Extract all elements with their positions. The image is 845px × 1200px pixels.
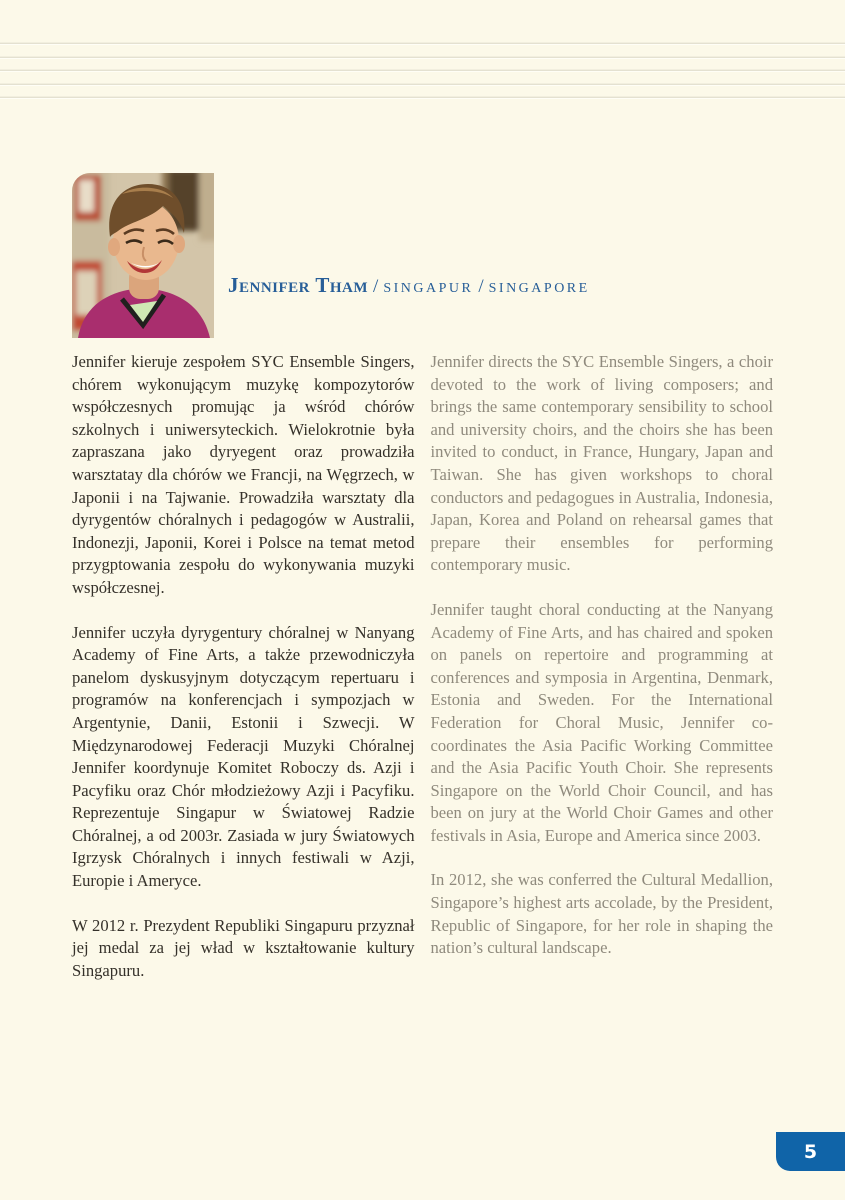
staff-line <box>0 70 845 71</box>
bio-paragraph-en-2: Jennifer taught choral conducting at the Nanyang Academy of Fine Arts, and has chaired and spoken on panels on repertoire and programming at conferences and symposia in Argentina, Denmark, Estonia and Sweden. For the International Federation for Choral Music, Jennifer co-coordinates the Asia Pacific Working Committee and the Asia Pacific Youth Choir. She represents Singapore on the World Choir Council, and has been on jury at the World Choir Games and other festivals in Asia, Europe and America since 2003. <box>430 599 773 845</box>
bio-paragraph-en-3: In 2012, she was conferred the Cultural Medallion, Singapore’s highest arts accolade, by the President, Republic of Singapore, for her role in shaping the nation’s cultural landscape. <box>430 870 773 958</box>
staff-line <box>0 57 845 58</box>
staff-line <box>0 43 845 44</box>
bio-column-polish <box>72 351 415 1004</box>
bio-paragraph-pl-1: Jennifer kieruje zespołem SYC Ensemble Singers, chórem wykonującym muzykę kompozytorów współczesnych promując ja wśród chórów szkolnych i uniwersyteckich. Wielokrotnie była zapraszana jako dyryegent oraz prowadziła warsztatay dla chórów we Francji, na Węgrzech, w Japonii i na Tajwanie. Prowadziła warsztaty dla dyrygentów chóralnych i pedagogów w Australii, Indonezji, Japonii, Korei i Polsce na temat metod przygptowania zespołu do wykonywania muzyki współczesnej. <box>72 352 415 597</box>
staff-line <box>0 97 845 98</box>
biography-columns <box>72 351 773 1004</box>
separator-slash: / <box>478 276 484 297</box>
portrait-photo <box>72 173 214 338</box>
separator-slash: / <box>373 276 379 297</box>
profile-heading <box>228 273 590 298</box>
country-english: singapore <box>488 276 590 297</box>
country-polish: singapur <box>383 276 474 297</box>
bio-paragraph-pl-3: W 2012 r. Prezydent Republiki Singapuru przyznał jej medal za jej wład w kształtowanie kultury Singapuru. <box>72 915 415 980</box>
profile-name: Jennifer Tham <box>228 273 369 297</box>
staff-line <box>0 84 845 85</box>
bio-paragraph-en-1: Jennifer directs the SYC Ensemble Singers, a choir devoted to the work of living composers; and brings the same contemporary sensibility to school and university choirs, and the choirs she has been invited to conduct, in France, Hungary, Japan and Taiwan. She has given workshops to choral conductors and pedagogues in Australia, Indonesia, Japan, Korea and Poland on rehearsal games that prepare their ensembles for performing contemporary music. <box>430 352 773 575</box>
page-number-badge <box>776 1132 845 1171</box>
page-number: 5 <box>803 1140 818 1163</box>
bio-column-english <box>431 351 774 1004</box>
bio-paragraph-pl-2: Jennifer uczyła dyrygentury chóralnej w Nanyang Academy of Fine Arts, a także przewodniczyła panelom dyskusyjnym dotyczącym repertuaru i programów na konferencjach i sympozjach w Argentynie, Danii, Estonii i Szwecji. W Międzynarodowej Federacji Muzyki Chóralnej Jennifer koordynuje Komitet Roboczy ds. Azji i Pacyfiku oraz Chór młodzieżowy Azji i Pacyfiku. Reprezentuje Singapur w Światowej Radzie Chóralnej, a od 2003r. Zasiada w jury Światowych Igrzysk Chóralnych i innych festiwali w Azji, Europie i Ameryce. <box>72 622 415 891</box>
